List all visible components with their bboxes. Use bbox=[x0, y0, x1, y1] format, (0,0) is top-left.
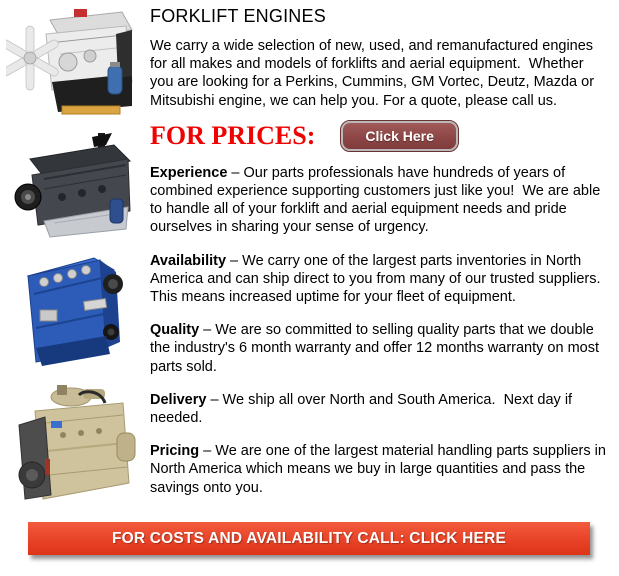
pricing-label: Pricing bbox=[150, 443, 200, 460]
banner-label: FOR COSTS AND AVAILABILITY CALL: CLICK HERE bbox=[111, 529, 507, 547]
dark-engine-image bbox=[10, 131, 142, 243]
pricing-text: – We are one of the largest material handling parts suppliers in North America which means we buy in large quantities and pass the savings onto you. bbox=[150, 443, 610, 496]
content-column bbox=[150, 6, 610, 512]
experience-text: – Our parts professionals have hundreds of years of combined experience supporting customers just like you! We are able to handle all of your forklift and aerial equipment needs and pride ourselves in sharing your sense of urgency. bbox=[150, 164, 605, 236]
availability-label: Availability bbox=[150, 252, 227, 269]
experience-label: Experience bbox=[150, 164, 228, 181]
blue-inline-engine-photo bbox=[10, 248, 136, 368]
costs-availability-banner[interactable] bbox=[28, 522, 590, 555]
engine-with-fan-image bbox=[6, 4, 142, 122]
availability-text: – We carry one of the largest parts inventories in North America and can ship direct to you from many of our trusted suppliers. This means increased uptime for your fleet of equipment. bbox=[150, 252, 605, 306]
delivery-text: – We ship all over North and South America. Next day if needed. bbox=[150, 391, 577, 427]
tan-cummins-engine-photo bbox=[4, 381, 144, 509]
delivery-label: Delivery bbox=[150, 391, 207, 408]
quality-label: Quality bbox=[150, 322, 200, 339]
silver-diesel-engine-with-fan-photo bbox=[6, 4, 142, 122]
for-prices-label: FOR PRICES: bbox=[150, 120, 316, 150]
pricing-section bbox=[150, 442, 610, 497]
click-here-button[interactable]: Click Here bbox=[341, 121, 457, 151]
delivery-section bbox=[150, 391, 610, 427]
prices-row bbox=[150, 120, 610, 152]
quality-section bbox=[150, 321, 610, 376]
tan-engine-image bbox=[4, 381, 144, 509]
intro-paragraph: We carry a wide selection of new, used, and remanufactured engines for all makes and models of forklifts and aerial equipment. Whether you are looking for a Perkins, Cummins, GM Vortec, Deutz, Mazda or Mitsubishi engine, we can help you. For a quote, please call us. bbox=[150, 38, 599, 109]
black-gm-vortec-engine-photo bbox=[10, 131, 142, 243]
quality-text: – We are so committed to selling quality parts that we double the industry's 6 month warranty and offer 12 months warranty on most parts sold. bbox=[150, 322, 604, 375]
blue-engine-image bbox=[10, 248, 136, 368]
page-title: FORKLIFT ENGINES bbox=[150, 6, 326, 26]
availability-section bbox=[150, 252, 610, 307]
experience-section bbox=[150, 164, 610, 237]
